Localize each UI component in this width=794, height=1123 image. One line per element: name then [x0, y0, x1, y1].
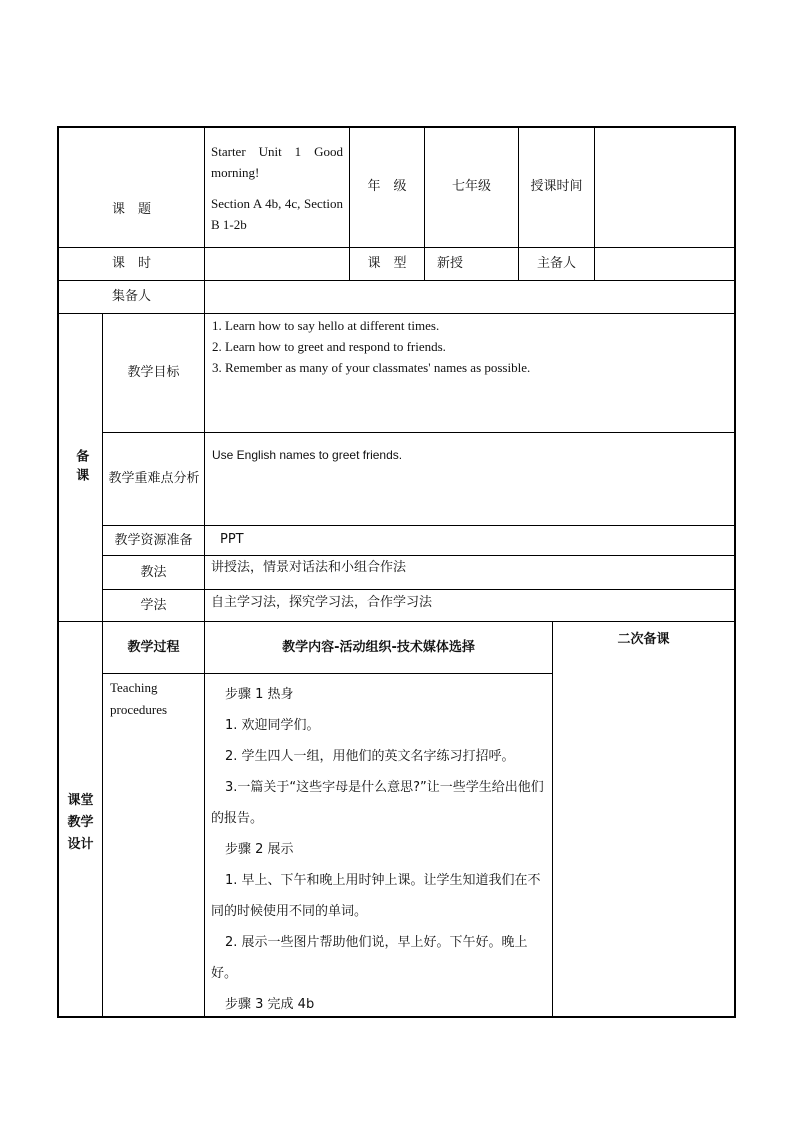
study-value-cell	[211, 593, 731, 617]
goal-item: 3. Remember as many of your classmates' names as possible.	[212, 360, 531, 375]
study-label: 学法	[140, 597, 167, 613]
resources-label: 教学资源准备	[114, 532, 193, 548]
period-label-cell	[59, 248, 204, 280]
period-value-cell	[205, 248, 349, 280]
procedures-label: Teaching procedures	[110, 680, 168, 717]
key-label: 教学重难点分析	[108, 471, 200, 486]
design-section-label: 课堂教学设计	[67, 793, 94, 852]
type-label: 课 型	[367, 256, 407, 272]
steps-cell	[211, 679, 547, 1015]
procedures-label-cell	[110, 677, 200, 725]
prep-section-cell	[59, 314, 102, 621]
topic-line-2: Section A 4b, 4c, Section B 1-2b	[211, 196, 343, 232]
group-label: 集备人	[111, 289, 151, 305]
group-value-cell	[205, 281, 734, 313]
col1-header: 教学过程	[127, 639, 180, 655]
method-value: 讲授法，情景对话法和小组合作法	[211, 560, 407, 575]
table-border-right	[734, 126, 736, 1018]
step-item: 2. 展示一些图片帮助他们说，早上好。下午好。晚上好。	[211, 935, 528, 981]
col1-header-cell	[103, 622, 204, 673]
topic-label: 课 题	[111, 202, 151, 217]
topic-cell	[211, 141, 343, 241]
goals-cell	[212, 315, 732, 425]
grade-value-cell	[425, 126, 518, 247]
key-value: Use English names to greet friends.	[212, 448, 403, 462]
goal-item: 2. Learn how to greet and respond to friends.	[212, 339, 446, 354]
study-label-cell	[103, 590, 204, 621]
goals-label-cell	[103, 314, 204, 432]
lead-value-cell	[595, 248, 734, 280]
step-heading: 步骤 2 展示	[225, 842, 294, 857]
method-label-cell	[103, 556, 204, 589]
resources-value: PPT	[220, 532, 244, 547]
col3-header-cell	[553, 630, 734, 654]
lead-label-cell	[519, 248, 594, 280]
time-value-cell	[595, 126, 734, 247]
type-value-cell	[437, 248, 518, 280]
time-label-cell	[519, 126, 594, 247]
key-label-cell	[108, 433, 200, 525]
step-item: 1. 早上、下午和晚上用时钟上课。让学生知道我们在不同的时候使用不同的单词。	[211, 873, 541, 919]
rule	[552, 621, 553, 1018]
rule	[204, 126, 205, 622]
grade-value: 七年级	[451, 178, 491, 194]
resources-value-cell	[220, 530, 730, 552]
topic-line-1: Starter Unit 1 Good morning!	[211, 144, 343, 180]
grade-label: 年 级	[367, 178, 407, 194]
col2-header: 教学内容-活动组织-技术媒体选择	[282, 639, 475, 655]
method-value-cell	[211, 558, 731, 582]
type-label-cell	[350, 248, 424, 280]
col3-header: 二次备课	[617, 632, 670, 647]
step-item: 3.一篇关于“这些字母是什么意思?”让一些学生给出他们的报告。	[211, 780, 544, 826]
col2-header-cell	[205, 622, 552, 673]
resources-label-cell	[103, 526, 204, 555]
goal-item: 1. Learn how to say hello at different times.	[212, 318, 440, 333]
step-item: 2. 学生四人一组，用他们的英文名字练习打招呼。	[225, 749, 515, 764]
goals-label: 教学目标	[127, 365, 180, 381]
group-label-cell	[59, 281, 204, 313]
method-label: 教法	[140, 564, 167, 580]
period-label: 课 时	[111, 256, 151, 272]
step-heading: 步骤 3 完成 4b	[225, 997, 315, 1012]
time-label: 授课时间	[530, 178, 583, 194]
step-heading: 步骤 1 热身	[225, 687, 294, 702]
study-value: 自主学习法，探究学习法，合作学习法	[211, 595, 433, 610]
lead-label: 主备人	[536, 256, 576, 272]
topic-label-cell	[59, 200, 204, 224]
key-value-cell	[212, 446, 732, 470]
step-item: 1. 欢迎同学们。	[225, 718, 320, 733]
type-value: 新授	[437, 256, 464, 272]
prep-section-label: 备课	[73, 448, 89, 487]
grade-label-cell	[350, 126, 424, 247]
rule	[204, 621, 205, 1018]
design-section-cell	[62, 790, 99, 860]
rule	[102, 673, 553, 674]
